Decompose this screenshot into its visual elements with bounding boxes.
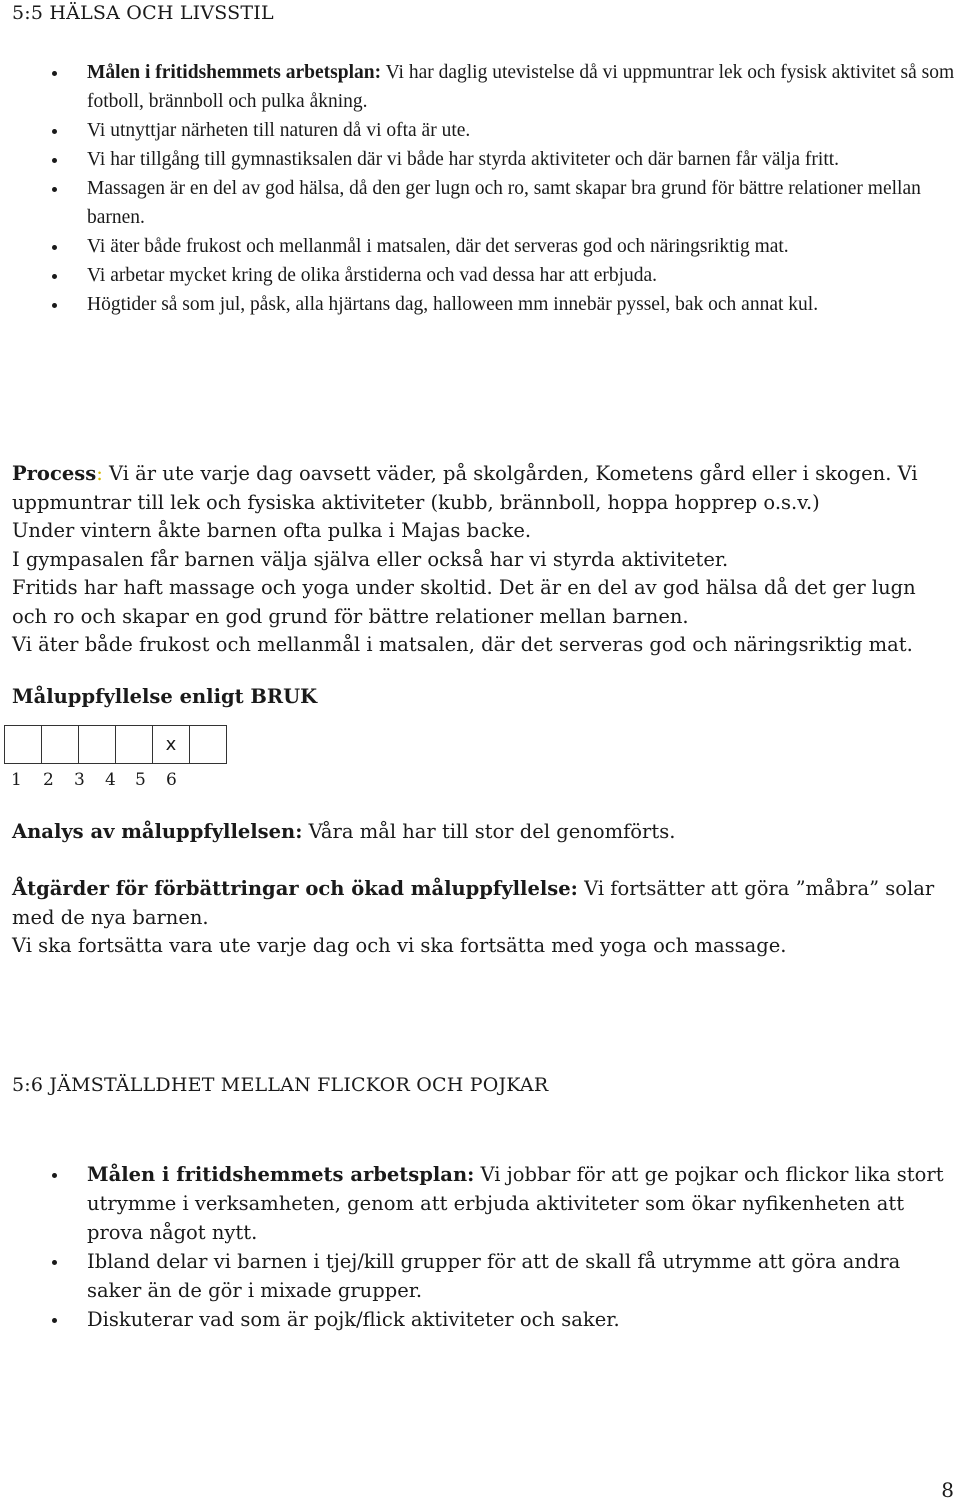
jamstalldhet-bullet-list bbox=[0, 1160, 957, 1334]
list-item bbox=[0, 58, 957, 116]
atgarder-line: Vi ska fortsätta vara ute varje dag och vi ska fortsätta med yoga och massage. bbox=[12, 934, 787, 957]
list-item-text: Vi jobbar för att ge pojkar och flickor lika stort utrymme i verksamheten, genom att erbjuda aktiviteter som ökar nyfikenheten att prova något nytt. bbox=[87, 1163, 944, 1244]
process-line: Fritids har haft massage och yoga under skoltid. Det är en del av god hälsa då det ger lugn och ro och skapar en god grund för bättre relationer mellan barnen. bbox=[12, 576, 916, 628]
list-item bbox=[0, 174, 957, 232]
list-item-text: Vi utnyttjar närheten till naturen då vi ofta är ute. bbox=[87, 120, 471, 141]
halsa-bullet-list bbox=[0, 58, 957, 319]
rating-number: 6 bbox=[166, 770, 177, 790]
process-line: Under vintern åkte barnen ofta pulka i Majas backe. bbox=[12, 519, 532, 542]
analys-text: Våra mål har till stor del genomförts. bbox=[302, 820, 676, 843]
section-heading-halsa: 5:5 HÄLSA OCH LIVSSTIL bbox=[12, 2, 274, 24]
process-label: Process bbox=[12, 462, 97, 485]
atgarder-paragraph bbox=[12, 875, 952, 932]
analys-block bbox=[12, 818, 952, 847]
list-item bbox=[0, 232, 957, 261]
process-block bbox=[12, 460, 952, 660]
rating-number: 1 bbox=[11, 770, 22, 790]
rating-cell-4 bbox=[116, 726, 153, 764]
rating-cell-5: x bbox=[153, 726, 190, 764]
list-item-text: Vi har tillgång till gymnastiksalen där vi både har styrda aktiviteter och där barnen får välja fritt. bbox=[87, 149, 840, 170]
analys-label: Analys av måluppfyllelsen: bbox=[12, 820, 303, 843]
process-line: I gympasalen får barnen välja själva eller också har vi styrda aktiviteter. bbox=[12, 547, 729, 571]
list-item-text: Massagen är en del av god hälsa, då den ger lugn och ro, samt skapar bra grund för bättre relationer mellan barnen. bbox=[87, 178, 921, 228]
list-item bbox=[0, 1305, 957, 1334]
rating-cell-1 bbox=[5, 726, 42, 764]
page-number: 8 bbox=[941, 1478, 954, 1502]
rating-number: 5 bbox=[135, 770, 146, 790]
section-heading-jamstalldhet: 5:6 JÄMSTÄLLDHET MELLAN FLICKOR OCH POJKAR bbox=[12, 1074, 549, 1096]
list-item bbox=[0, 116, 957, 145]
rating-label: Måluppfyllelse enligt BRUK bbox=[12, 685, 318, 708]
rating-cell-3 bbox=[79, 726, 116, 764]
list-item bbox=[0, 290, 957, 319]
goal-label: Målen i fritidshemmets arbetsplan: bbox=[87, 62, 382, 83]
list-item bbox=[0, 1160, 957, 1247]
analys-paragraph bbox=[12, 818, 952, 847]
rating-number: 2 bbox=[43, 770, 54, 790]
atgarder-label: Åtgärder för förbättringar och ökad måluppfyllelse: bbox=[12, 877, 578, 900]
list-item-text: Ibland delar vi barnen i tjej/kill grupper för att de skall få utrymme att göra andra saker än de gör i mixade grupper. bbox=[87, 1250, 901, 1302]
list-item bbox=[0, 145, 957, 174]
list-item bbox=[0, 1247, 957, 1305]
rating-cell-2 bbox=[42, 726, 79, 764]
rating-scale-numbers bbox=[0, 770, 300, 794]
list-item-text: Högtider så som jul, påsk, alla hjärtans dag, halloween mm innebär pyssel, bak och annat kul. bbox=[87, 294, 819, 315]
rating-number: 4 bbox=[105, 770, 116, 790]
rating-cell-6 bbox=[190, 726, 227, 764]
rating-scale-table bbox=[4, 725, 227, 764]
process-line: Vi är ute varje dag oavsett väder, på skolgården, Kometens gård eller i skogen. Vi uppmuntrar till lek och fysiska aktiviteter (kubb, brännboll, hoppa hopprep o.s.v.) bbox=[12, 462, 918, 514]
rating-number: 3 bbox=[74, 770, 85, 790]
goal-label: Målen i fritidshemmets arbetsplan: bbox=[87, 1163, 475, 1186]
list-item-text: Diskuterar vad som är pojk/flick aktiviteter och saker. bbox=[87, 1308, 620, 1331]
process-colon: : bbox=[96, 462, 103, 485]
list-item-text: Vi har daglig utevistelse då vi uppmuntrar lek och fysisk aktivitet så som fotboll, brännboll och pulka åkning. bbox=[87, 62, 955, 112]
list-item bbox=[0, 261, 957, 290]
process-paragraph bbox=[12, 460, 952, 517]
list-item-text: Vi arbetar mycket kring de olika årstiderna och vad dessa har att erbjuda. bbox=[87, 265, 658, 286]
atgarder-block bbox=[12, 875, 952, 961]
list-item-text: Vi äter både frukost och mellanmål i matsalen, där det serveras god och näringsriktig mat. bbox=[87, 236, 789, 257]
process-line: Vi äter både frukost och mellanmål i matsalen, där det serveras god och näringsriktig mat. bbox=[12, 633, 913, 656]
atgarder-text: Vi fortsätter att göra ”måbra” solar med de nya barnen. bbox=[12, 877, 935, 929]
